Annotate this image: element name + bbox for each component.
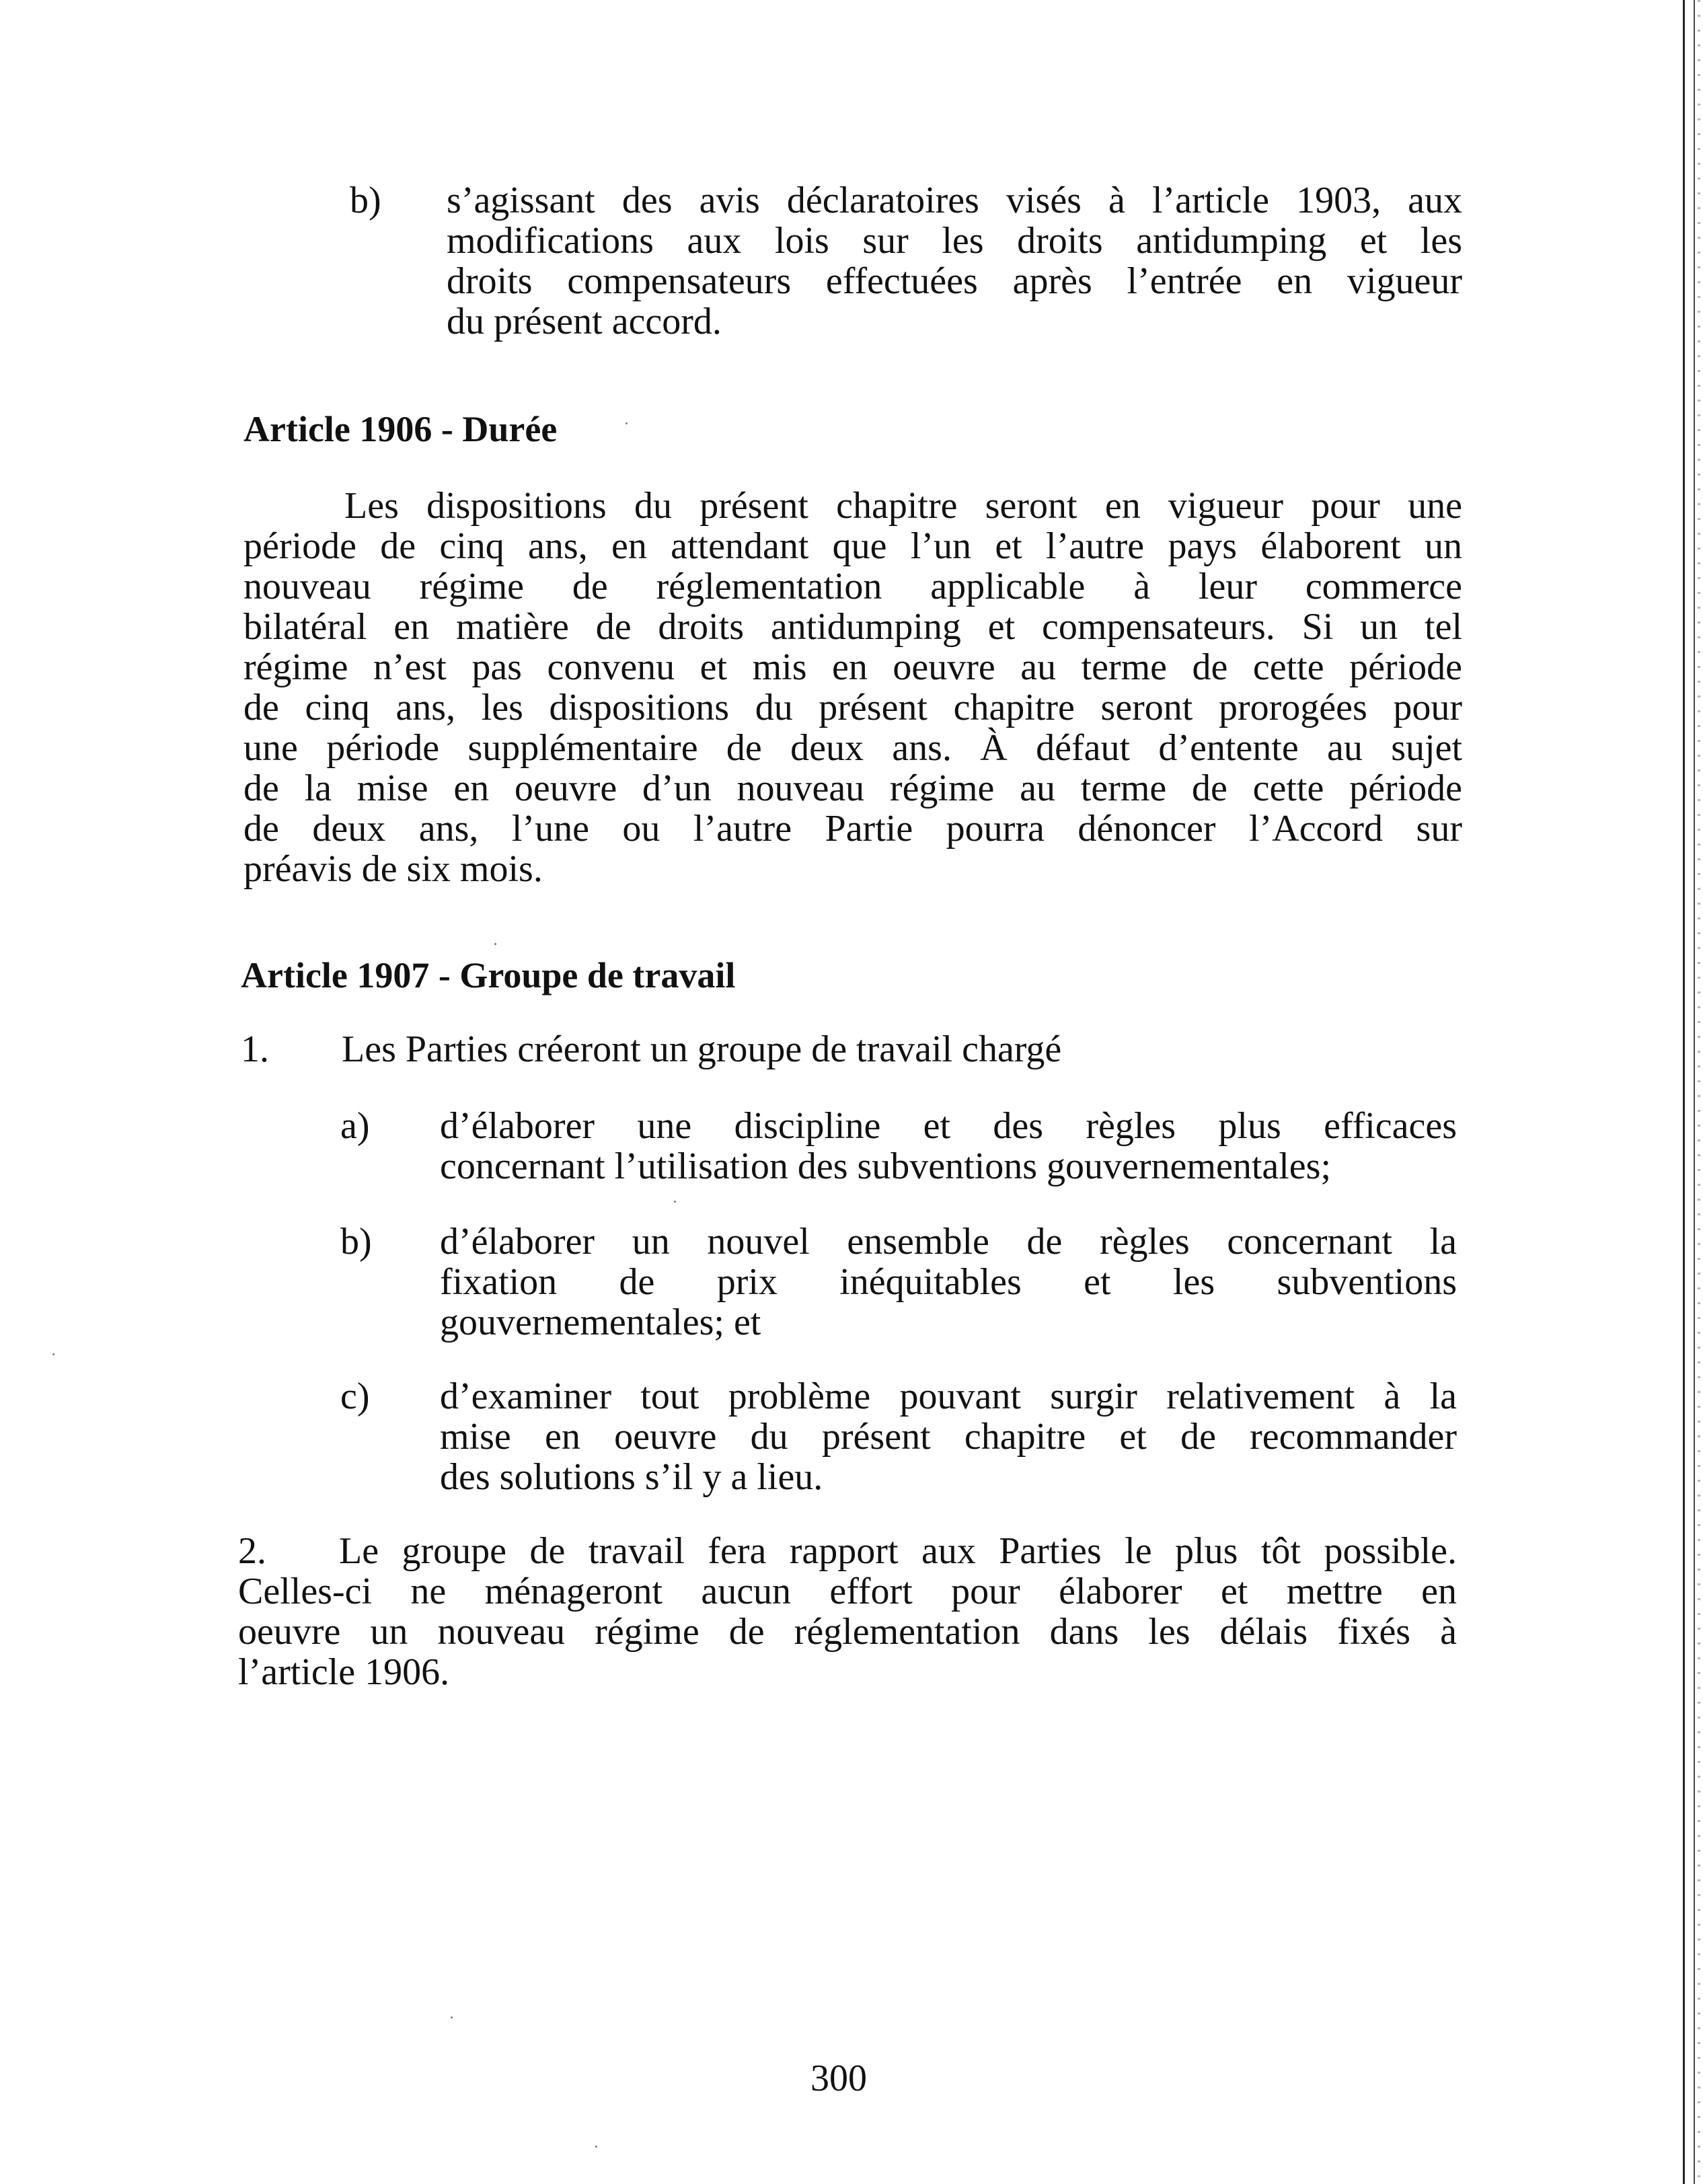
item-a-text [440,1106,1457,1187]
article-1906-heading: Article 1906 - Durée [243,409,558,449]
para-1-number: 1. [241,1028,269,1070]
para-2-line: oeuvre un nouveau régime de réglementation dans les délais fixés à [238,1611,1457,1653]
item-c-text [440,1376,1457,1497]
item-b-line: d’élaborer un nouvel ensemble de règles concernant la [440,1221,1457,1263]
item-b-prev-line: s’agissant des avis déclaratoires visés à l’article 1903, aux [447,180,1462,221]
item-b-line: fixation de prix inéquitables et les subventions [440,1261,1457,1303]
scan-edge-line [1683,0,1685,2184]
article-1906-line: préavis de six mois. [243,848,543,890]
scan-speck [595,2146,597,2148]
item-b-line: gouvernementales; et [440,1302,761,1343]
item-b-prev-line: du présent accord. [447,301,722,342]
item-b-prev-line: droits compensateurs effectuées après l’entrée en vigueur [447,260,1462,302]
para-2-line: l’article 1906. [238,1651,450,1693]
item-c-marker: c) [340,1376,370,1417]
article-1906-line: de deux ans, l’une ou l’autre Partie pourra dénoncer l’Accord sur [243,808,1462,850]
page-number: 300 [810,2058,867,2099]
article-1906-line: de cinq ans, les dispositions du présent chapitre seront prorogées pour [243,687,1462,728]
para-2-text [238,1531,1457,1692]
scan-speck [674,1201,676,1203]
item-b-prev-line: modifications aux lois sur les droits antidumping et les [447,220,1462,262]
scan-speck [494,943,496,945]
scan-speck [626,422,628,424]
para-2-line: Celles-ci ne ménageront aucun effort pour élaborer et mettre en [238,1571,1457,1612]
article-1906-line: période de cinq ans, en attendant que l’un et l’autre pays élaborent un [243,525,1462,567]
para-2-line: Le groupe de travail fera rapport aux Parties le plus tôt possible. [339,1530,1457,1572]
item-a-line: d’élaborer une discipline et des règles plus efficaces [440,1105,1457,1147]
article-1906-line: une période supplémentaire de deux ans. À défaut d’entente au sujet [243,727,1462,769]
scan-edge-line-inner [1694,0,1695,2184]
item-b-text [440,1221,1457,1343]
item-b-marker: b) [340,1221,372,1263]
item-c-line: d’examiner tout problème pouvant surgir relativement à la [440,1376,1457,1417]
para-2-number: 2. [238,1530,266,1572]
scan-speck [52,1353,54,1355]
item-c-line: des solutions s’il y a lieu. [440,1456,823,1498]
scan-speck [451,2017,453,2019]
article-1906-line: nouveau régime de réglementation applicable à leur commerce [243,566,1462,607]
para-1-text: Les Parties créeront un groupe de travail chargé [342,1028,1062,1070]
item-a-line: concernant l’utilisation des subventions gouvernementales; [440,1145,1331,1187]
item-b-prev-text [447,180,1462,342]
item-b-prev-marker: b) [350,180,381,221]
article-1906-body [243,486,1462,889]
scan-edge-dots [1698,0,1700,2184]
item-a-marker: a) [340,1105,370,1147]
article-1907-heading: Article 1907 - Groupe de travail [241,955,736,995]
article-1906-line: Les dispositions du présent chapitre seront en vigueur pour une [344,485,1462,527]
item-c-line: mise en oeuvre du présent chapitre et de recommander [440,1416,1457,1458]
article-1906-line: de la mise en oeuvre d’un nouveau régime au terme de cette période [243,767,1462,809]
article-1906-line: régime n’est pas convenu et mis en oeuvre au terme de cette période [243,646,1462,688]
article-1906-line: bilatéral en matière de droits antidumping et compensateurs. Si un tel [243,606,1462,648]
